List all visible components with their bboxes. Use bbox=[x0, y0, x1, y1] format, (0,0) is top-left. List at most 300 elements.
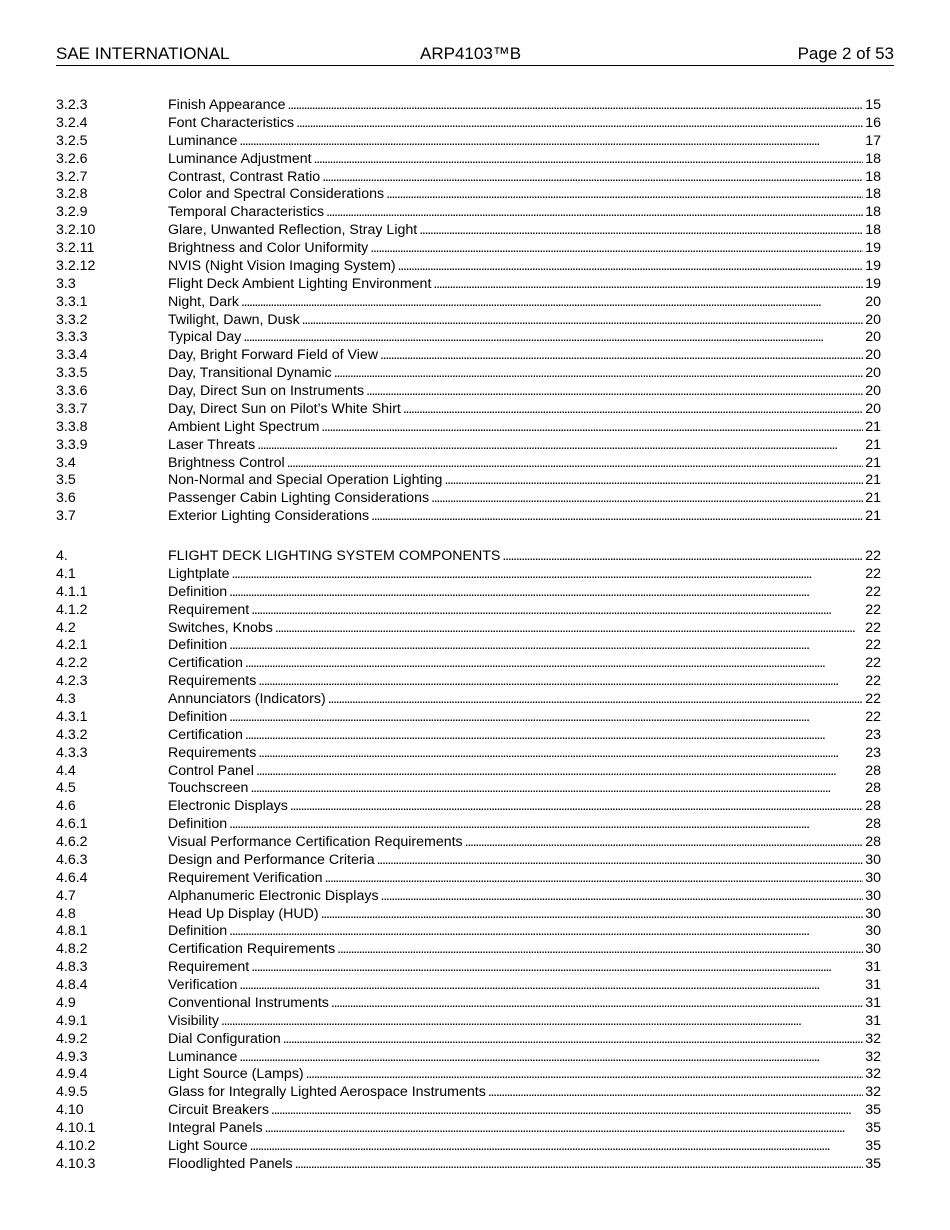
toc-entry-page: 18 bbox=[865, 186, 881, 203]
toc-entry-line bbox=[168, 780, 881, 798]
toc-entry[interactable] bbox=[56, 941, 881, 959]
toc-entry[interactable] bbox=[56, 222, 881, 240]
toc-entry[interactable] bbox=[56, 490, 881, 508]
toc-entry-title: Dial Configuration bbox=[168, 1030, 281, 1047]
toc-dot-leader bbox=[241, 294, 863, 312]
toc-entry-title: Definition bbox=[168, 708, 228, 725]
toc-entry[interactable] bbox=[56, 347, 881, 365]
toc-dot-leader bbox=[502, 548, 863, 566]
toc-section-gap bbox=[56, 526, 881, 548]
toc-entry-title: Luminance Adjustment bbox=[168, 150, 312, 167]
toc-entry-page: 21 bbox=[865, 508, 881, 525]
toc-entry-title: Certification bbox=[168, 655, 243, 672]
toc-entry-title: Exterior Lighting Considerations bbox=[168, 508, 370, 525]
toc-entry-line bbox=[168, 620, 881, 638]
toc-dot-leader bbox=[366, 383, 863, 401]
toc-entry-page: 28 bbox=[865, 798, 881, 815]
toc-entry-title: Definition bbox=[168, 923, 228, 940]
table-of-contents bbox=[56, 97, 881, 1174]
toc-entry-number: 4.9.1 bbox=[56, 1012, 88, 1029]
toc-dot-leader bbox=[488, 1084, 863, 1102]
toc-entry-line bbox=[168, 745, 881, 763]
toc-entry-number: 4.1 bbox=[56, 565, 76, 582]
toc-dot-leader bbox=[403, 401, 863, 419]
toc-entry-line bbox=[168, 276, 881, 294]
toc-entry[interactable] bbox=[56, 763, 881, 781]
toc-entry-page: 31 bbox=[865, 959, 881, 976]
toc-entry[interactable] bbox=[56, 383, 881, 401]
toc-dot-leader bbox=[239, 133, 863, 151]
toc-entry-title: Laser Threats bbox=[168, 436, 256, 453]
toc-dot-leader bbox=[325, 870, 864, 888]
toc-entry-number: 3.2.11 bbox=[56, 240, 95, 256]
toc-entry-number: 3.3.4 bbox=[56, 347, 88, 364]
toc-entry-title: Conventional Instruments bbox=[168, 994, 329, 1011]
toc-entry-line bbox=[168, 602, 881, 620]
header-page-number: Page 2 of 53 bbox=[797, 44, 894, 63]
toc-entry-line bbox=[168, 1102, 881, 1120]
toc-entry-page: 22 bbox=[865, 655, 881, 672]
toc-entry-line bbox=[168, 584, 881, 602]
toc-entry-number: 4.10.3 bbox=[56, 1155, 96, 1172]
toc-entry-number: 4.2.1 bbox=[56, 637, 88, 654]
toc-entry-line bbox=[168, 222, 881, 240]
toc-entry-title: Annunciators (Indicators) bbox=[168, 691, 326, 707]
toc-entry-line bbox=[168, 258, 881, 276]
toc-entry-title: Switches, Knobs bbox=[168, 619, 273, 636]
toc-entry-page: 20 bbox=[865, 365, 881, 382]
toc-entry[interactable] bbox=[56, 437, 881, 455]
toc-dot-leader bbox=[381, 888, 864, 906]
toc-entry-page: 30 bbox=[865, 941, 881, 958]
toc-entry[interactable] bbox=[56, 566, 881, 584]
toc-entry-page: 20 bbox=[865, 383, 881, 399]
toc-entry-number: 3.3.1 bbox=[56, 293, 88, 310]
toc-entry-line bbox=[168, 1031, 881, 1049]
toc-dot-leader bbox=[295, 1156, 864, 1174]
toc-entry-line bbox=[168, 941, 881, 959]
toc-entry-title: Glare, Unwanted Reflection, Stray Light bbox=[168, 222, 418, 239]
toc-entry-page: 22 bbox=[865, 673, 881, 690]
toc-entry-line bbox=[168, 995, 881, 1013]
toc-entry-page: 35 bbox=[865, 1137, 881, 1154]
toc-entry-number: 3.2.8 bbox=[56, 186, 88, 203]
toc-entry-number: 4.8.2 bbox=[56, 941, 88, 958]
toc-dot-leader bbox=[283, 1031, 863, 1049]
toc-entry[interactable] bbox=[56, 294, 881, 312]
toc-entry-title: Electronic Displays bbox=[168, 798, 288, 815]
toc-entry-page: 20 bbox=[865, 400, 881, 417]
toc-entry-title: Flight Deck Ambient Lighting Environment bbox=[168, 275, 432, 292]
toc-dot-leader bbox=[258, 745, 863, 763]
toc-entry[interactable] bbox=[56, 186, 881, 204]
toc-entry-page: 22 bbox=[865, 691, 881, 707]
toc-entry-line bbox=[168, 1084, 881, 1102]
toc-entry-number: 4.10 bbox=[56, 1102, 84, 1119]
toc-entry-title: Contrast, Contrast Ratio bbox=[168, 168, 321, 185]
toc-entry-title: Color and Spectral Considerations bbox=[168, 186, 385, 203]
toc-entry-title: Integral Panels bbox=[168, 1120, 263, 1136]
toc-dot-leader bbox=[245, 727, 863, 745]
toc-entry[interactable] bbox=[56, 419, 881, 437]
toc-entry-page: 30 bbox=[865, 905, 881, 922]
toc-entry[interactable] bbox=[56, 834, 881, 852]
toc-dot-leader bbox=[243, 329, 863, 347]
toc-entry-title: Finish Appearance bbox=[168, 97, 286, 113]
toc-entry-number: 3.2.3 bbox=[56, 97, 88, 113]
toc-entry-line bbox=[168, 566, 881, 584]
toc-entry[interactable] bbox=[56, 637, 881, 655]
toc-entry-page: 32 bbox=[865, 1084, 881, 1101]
toc-entry-number: 4.10.2 bbox=[56, 1137, 96, 1154]
toc-entry-page: 30 bbox=[865, 887, 881, 904]
toc-dot-leader bbox=[287, 455, 864, 473]
toc-entry-title: FLIGHT DECK LIGHTING SYSTEM COMPONENTS bbox=[168, 548, 501, 564]
header-organization: SAE INTERNATIONAL bbox=[56, 44, 230, 63]
toc-dot-leader bbox=[321, 419, 863, 437]
toc-entry-title: Light Source bbox=[168, 1137, 248, 1154]
toc-entry-page: 28 bbox=[865, 816, 881, 833]
toc-dot-leader bbox=[288, 97, 864, 115]
toc-dot-leader bbox=[257, 437, 863, 455]
toc-entry-line bbox=[168, 798, 881, 816]
toc-entry-page: 30 bbox=[865, 869, 881, 886]
toc-entry-line bbox=[168, 472, 881, 490]
toc-entry[interactable] bbox=[56, 745, 881, 763]
toc-dot-leader bbox=[370, 240, 863, 258]
toc-entry-line bbox=[168, 437, 881, 455]
toc-dot-leader bbox=[380, 347, 863, 365]
toc-entry-line bbox=[168, 329, 881, 347]
toc-entry[interactable] bbox=[56, 923, 881, 941]
toc-entry-page: 30 bbox=[865, 851, 881, 868]
toc-entry-number: 3.3.2 bbox=[56, 311, 88, 328]
toc-dot-leader bbox=[314, 151, 864, 169]
toc-entry-number: 3.4 bbox=[56, 454, 76, 471]
toc-entry-title: Requirement bbox=[168, 601, 250, 618]
toc-entry-line bbox=[168, 97, 881, 115]
toc-entry-page: 22 bbox=[865, 548, 881, 564]
toc-entry-title: Brightness Control bbox=[168, 454, 285, 471]
toc-entry-title: Circuit Breakers bbox=[168, 1102, 269, 1119]
toc-dot-leader bbox=[229, 637, 863, 655]
toc-entry-page: 18 bbox=[865, 168, 881, 185]
toc-entry-number: 4.2 bbox=[56, 619, 76, 636]
toc-dot-leader bbox=[337, 941, 863, 959]
toc-entry-number: 3.2.4 bbox=[56, 114, 88, 131]
toc-entry-line bbox=[168, 888, 881, 906]
toc-entry-title: Requirements bbox=[168, 744, 257, 761]
toc-entry-title: Alphanumeric Electronic Displays bbox=[168, 887, 379, 904]
toc-entry-number: 3.3 bbox=[56, 275, 76, 292]
toc-entry-line bbox=[168, 977, 881, 995]
toc-dot-leader bbox=[290, 798, 863, 816]
toc-entry[interactable] bbox=[56, 977, 881, 995]
toc-entry[interactable] bbox=[56, 602, 881, 620]
toc-entry-page: 21 bbox=[865, 490, 881, 507]
toc-dot-leader bbox=[232, 566, 864, 584]
toc-entry-number: 4.6.2 bbox=[56, 834, 88, 850]
toc-entry-title: Luminance bbox=[168, 1048, 238, 1065]
toc-entry-page: 35 bbox=[865, 1120, 881, 1136]
toc-entry-page: 22 bbox=[865, 583, 881, 600]
toc-dot-leader bbox=[245, 655, 863, 673]
toc-dot-leader bbox=[296, 115, 863, 133]
toc-dot-leader bbox=[371, 508, 863, 526]
toc-dot-leader bbox=[239, 1049, 863, 1067]
toc-entry-number: 4.1.2 bbox=[56, 601, 88, 618]
toc-entry[interactable] bbox=[56, 312, 881, 330]
toc-entry[interactable] bbox=[56, 1156, 881, 1174]
toc-entry-line bbox=[168, 383, 881, 401]
toc-entry-number: 3.2.5 bbox=[56, 132, 88, 149]
toc-entry-number: 4.9.4 bbox=[56, 1066, 88, 1083]
toc-entry-page: 15 bbox=[865, 97, 881, 113]
toc-entry-page: 32 bbox=[865, 1066, 881, 1083]
toc-entry[interactable] bbox=[56, 1084, 881, 1102]
toc-entry[interactable] bbox=[56, 133, 881, 151]
toc-entry-number: 4.10.1 bbox=[56, 1120, 96, 1136]
toc-entry-title: Definition bbox=[168, 637, 228, 654]
toc-entry[interactable] bbox=[56, 115, 881, 133]
toc-entry-number: 4.8 bbox=[56, 905, 76, 922]
toc-entry[interactable] bbox=[56, 548, 881, 566]
toc-entry-title: Touchscreen bbox=[168, 780, 249, 797]
toc-entry[interactable] bbox=[56, 508, 881, 526]
toc-entry[interactable] bbox=[56, 1049, 881, 1067]
toc-entry-line bbox=[168, 1120, 881, 1138]
toc-dot-leader bbox=[258, 673, 863, 691]
toc-entry-number: 4.8.3 bbox=[56, 959, 88, 976]
toc-entry-number: 4.9.5 bbox=[56, 1084, 88, 1101]
toc-entry-number: 4.9 bbox=[56, 994, 76, 1011]
toc-entry-line bbox=[168, 673, 881, 691]
toc-entry[interactable] bbox=[56, 852, 881, 870]
toc-dot-leader bbox=[229, 584, 863, 602]
toc-entry[interactable] bbox=[56, 1013, 881, 1031]
toc-entry[interactable] bbox=[56, 906, 881, 924]
toc-entry-page: 28 bbox=[865, 834, 881, 850]
toc-entry-title: Passenger Cabin Lighting Considerations bbox=[168, 490, 430, 507]
toc-entry-title: Temporal Characteristics bbox=[168, 204, 325, 221]
toc-entry-title: Lightplate bbox=[168, 565, 230, 582]
toc-dot-leader bbox=[306, 1066, 864, 1084]
toc-entry-title: Certification bbox=[168, 726, 243, 743]
toc-entry[interactable] bbox=[56, 995, 881, 1013]
toc-entry-line bbox=[168, 401, 881, 419]
toc-dot-leader bbox=[431, 490, 863, 508]
toc-entry-page: 21 bbox=[865, 472, 881, 489]
toc-entry-number: 4.1.1 bbox=[56, 583, 88, 600]
toc-entry-title: Font Characteristics bbox=[168, 114, 295, 131]
toc-entry-title: Definition bbox=[168, 583, 228, 600]
toc-entry[interactable] bbox=[56, 169, 881, 187]
toc-entry-page: 20 bbox=[865, 293, 881, 310]
toc-entry-line bbox=[168, 637, 881, 655]
toc-entry-line bbox=[168, 240, 881, 258]
toc-entry-number: 4.9.3 bbox=[56, 1048, 88, 1065]
toc-dot-leader bbox=[302, 312, 864, 330]
toc-entry-number: 4.3 bbox=[56, 691, 76, 707]
toc-entry-page: 28 bbox=[865, 780, 881, 797]
toc-entry-number: 3.3.3 bbox=[56, 329, 88, 346]
toc-dot-leader bbox=[465, 834, 864, 852]
toc-entry-number: 4. bbox=[56, 548, 68, 564]
toc-entry[interactable] bbox=[56, 620, 881, 638]
toc-entry-title: Certification Requirements bbox=[168, 941, 336, 958]
toc-dot-leader bbox=[251, 959, 863, 977]
toc-entry[interactable] bbox=[56, 691, 881, 709]
header-document-number: ARP4103™B bbox=[420, 44, 522, 63]
toc-entry-page: 18 bbox=[865, 204, 881, 221]
toc-entry[interactable] bbox=[56, 455, 881, 473]
toc-entry[interactable] bbox=[56, 870, 881, 888]
toc-entry-page: 31 bbox=[865, 994, 881, 1011]
toc-entry[interactable] bbox=[56, 276, 881, 294]
toc-entry[interactable] bbox=[56, 709, 881, 727]
toc-entry[interactable] bbox=[56, 959, 881, 977]
toc-entry-line bbox=[168, 490, 881, 508]
toc-entry-line bbox=[168, 959, 881, 977]
toc-entry-page: 19 bbox=[865, 275, 881, 292]
toc-dot-leader bbox=[251, 602, 863, 620]
toc-entry-page: 20 bbox=[865, 311, 881, 328]
toc-entry[interactable] bbox=[56, 401, 881, 419]
toc-entry-page: 32 bbox=[865, 1030, 881, 1047]
toc-dot-leader bbox=[322, 169, 863, 187]
toc-dot-leader bbox=[331, 995, 863, 1013]
toc-entry-line bbox=[168, 1138, 881, 1156]
toc-entry-line bbox=[168, 312, 881, 330]
toc-entry-number: 4.8.4 bbox=[56, 977, 88, 993]
toc-entry-number: 4.3.3 bbox=[56, 744, 88, 761]
toc-entry-number: 4.6 bbox=[56, 798, 76, 815]
toc-dot-leader bbox=[239, 977, 863, 995]
toc-entry[interactable] bbox=[56, 1138, 881, 1156]
toc-entry-page: 23 bbox=[865, 744, 881, 761]
toc-entry-number: 4.8.1 bbox=[56, 923, 88, 940]
toc-entry-title: Day, Direct Sun on Instruments bbox=[168, 383, 365, 399]
toc-entry-page: 30 bbox=[865, 923, 881, 940]
toc-entry-line bbox=[168, 923, 881, 941]
toc-dot-leader bbox=[250, 1138, 864, 1156]
toc-entry-page: 22 bbox=[865, 565, 881, 582]
toc-entry-page: 31 bbox=[865, 1012, 881, 1029]
toc-entry-line bbox=[168, 655, 881, 673]
toc-entry[interactable] bbox=[56, 97, 881, 115]
toc-entry[interactable] bbox=[56, 727, 881, 745]
page-header bbox=[56, 44, 894, 66]
toc-section-3 bbox=[56, 97, 881, 526]
toc-dot-leader bbox=[444, 472, 863, 490]
toc-entry-page: 22 bbox=[865, 708, 881, 725]
toc-entry-title: Luminance bbox=[168, 132, 238, 149]
toc-entry[interactable] bbox=[56, 1102, 881, 1120]
toc-entry-number: 4.4 bbox=[56, 762, 76, 779]
toc-entry[interactable] bbox=[56, 204, 881, 222]
toc-entry[interactable] bbox=[56, 240, 881, 258]
toc-entry-number: 3.2.9 bbox=[56, 204, 88, 221]
toc-entry-line bbox=[168, 204, 881, 222]
toc-entry-number: 3.7 bbox=[56, 508, 76, 525]
toc-entry[interactable] bbox=[56, 151, 881, 169]
toc-entry[interactable] bbox=[56, 472, 881, 490]
toc-entry[interactable] bbox=[56, 365, 881, 383]
toc-entry-number: 4.7 bbox=[56, 887, 76, 904]
toc-dot-leader bbox=[334, 365, 863, 383]
toc-entry[interactable] bbox=[56, 816, 881, 834]
toc-entry[interactable] bbox=[56, 584, 881, 602]
toc-entry[interactable] bbox=[56, 780, 881, 798]
toc-entry-number: 4.3.2 bbox=[56, 726, 88, 743]
toc-entry-number: 3.3.7 bbox=[56, 400, 88, 417]
toc-entry-title: Head Up Display (HUD) bbox=[168, 905, 319, 922]
toc-entry-title: NVIS (Night Vision Imaging System) bbox=[168, 257, 396, 274]
toc-entry-number: 3.3.9 bbox=[56, 436, 88, 453]
toc-entry-line bbox=[168, 1066, 881, 1084]
toc-entry[interactable] bbox=[56, 673, 881, 691]
toc-entry-page: 35 bbox=[865, 1102, 881, 1119]
toc-entry[interactable] bbox=[56, 1120, 881, 1138]
toc-entry[interactable] bbox=[56, 258, 881, 276]
toc-entry[interactable] bbox=[56, 1031, 881, 1049]
toc-entry-page: 22 bbox=[865, 637, 881, 654]
toc-entry[interactable] bbox=[56, 1066, 881, 1084]
toc-entry-line bbox=[168, 727, 881, 745]
toc-entry-line bbox=[168, 115, 881, 133]
toc-entry-line bbox=[168, 365, 881, 383]
toc-entry-line bbox=[168, 455, 881, 473]
toc-entry-title: Day, Direct Sun on Pilot’s White Shirt bbox=[168, 400, 401, 417]
toc-entry-page: 19 bbox=[865, 257, 881, 274]
toc-entry-page: 20 bbox=[865, 347, 881, 364]
toc-entry-title: Night, Dark bbox=[168, 293, 239, 310]
toc-dot-leader bbox=[229, 923, 863, 941]
toc-entry[interactable] bbox=[56, 329, 881, 347]
toc-entry-title: Day, Bright Forward Field of View bbox=[168, 347, 378, 364]
toc-entry-line bbox=[168, 419, 881, 437]
toc-entry-line bbox=[168, 816, 881, 834]
toc-entry[interactable] bbox=[56, 888, 881, 906]
toc-entry-line bbox=[168, 1156, 881, 1174]
toc-entry-number: 4.3.1 bbox=[56, 708, 88, 725]
toc-dot-leader bbox=[433, 276, 863, 294]
toc-dot-leader bbox=[250, 780, 863, 798]
toc-entry[interactable] bbox=[56, 655, 881, 673]
toc-entry-page: 32 bbox=[865, 1048, 881, 1065]
toc-entry-number: 3.5 bbox=[56, 472, 76, 489]
toc-entry-title: Floodlighted Panels bbox=[168, 1155, 293, 1172]
toc-entry-line bbox=[168, 763, 881, 781]
toc-entry-line bbox=[168, 852, 881, 870]
toc-dot-leader bbox=[321, 906, 864, 924]
toc-entry-line bbox=[168, 709, 881, 727]
toc-entry-title: Definition bbox=[168, 816, 228, 833]
toc-entry-line bbox=[168, 169, 881, 187]
toc-entry-title: Typical Day bbox=[168, 329, 242, 346]
toc-entry-title: Light Source (Lamps) bbox=[168, 1066, 304, 1083]
toc-entry-number: 4.6.1 bbox=[56, 816, 88, 833]
toc-entry-title: Day, Transitional Dynamic bbox=[168, 365, 332, 382]
toc-entry-number: 3.3.6 bbox=[56, 383, 88, 399]
toc-entry-title: Control Panel bbox=[168, 762, 254, 779]
toc-dot-leader bbox=[271, 1102, 863, 1120]
toc-entry[interactable] bbox=[56, 798, 881, 816]
toc-entry-number: 3.2.12 bbox=[56, 257, 96, 274]
toc-entry-number: 4.6.3 bbox=[56, 851, 88, 868]
toc-entry-line bbox=[168, 1013, 881, 1031]
toc-entry-number: 3.2.10 bbox=[56, 222, 96, 239]
